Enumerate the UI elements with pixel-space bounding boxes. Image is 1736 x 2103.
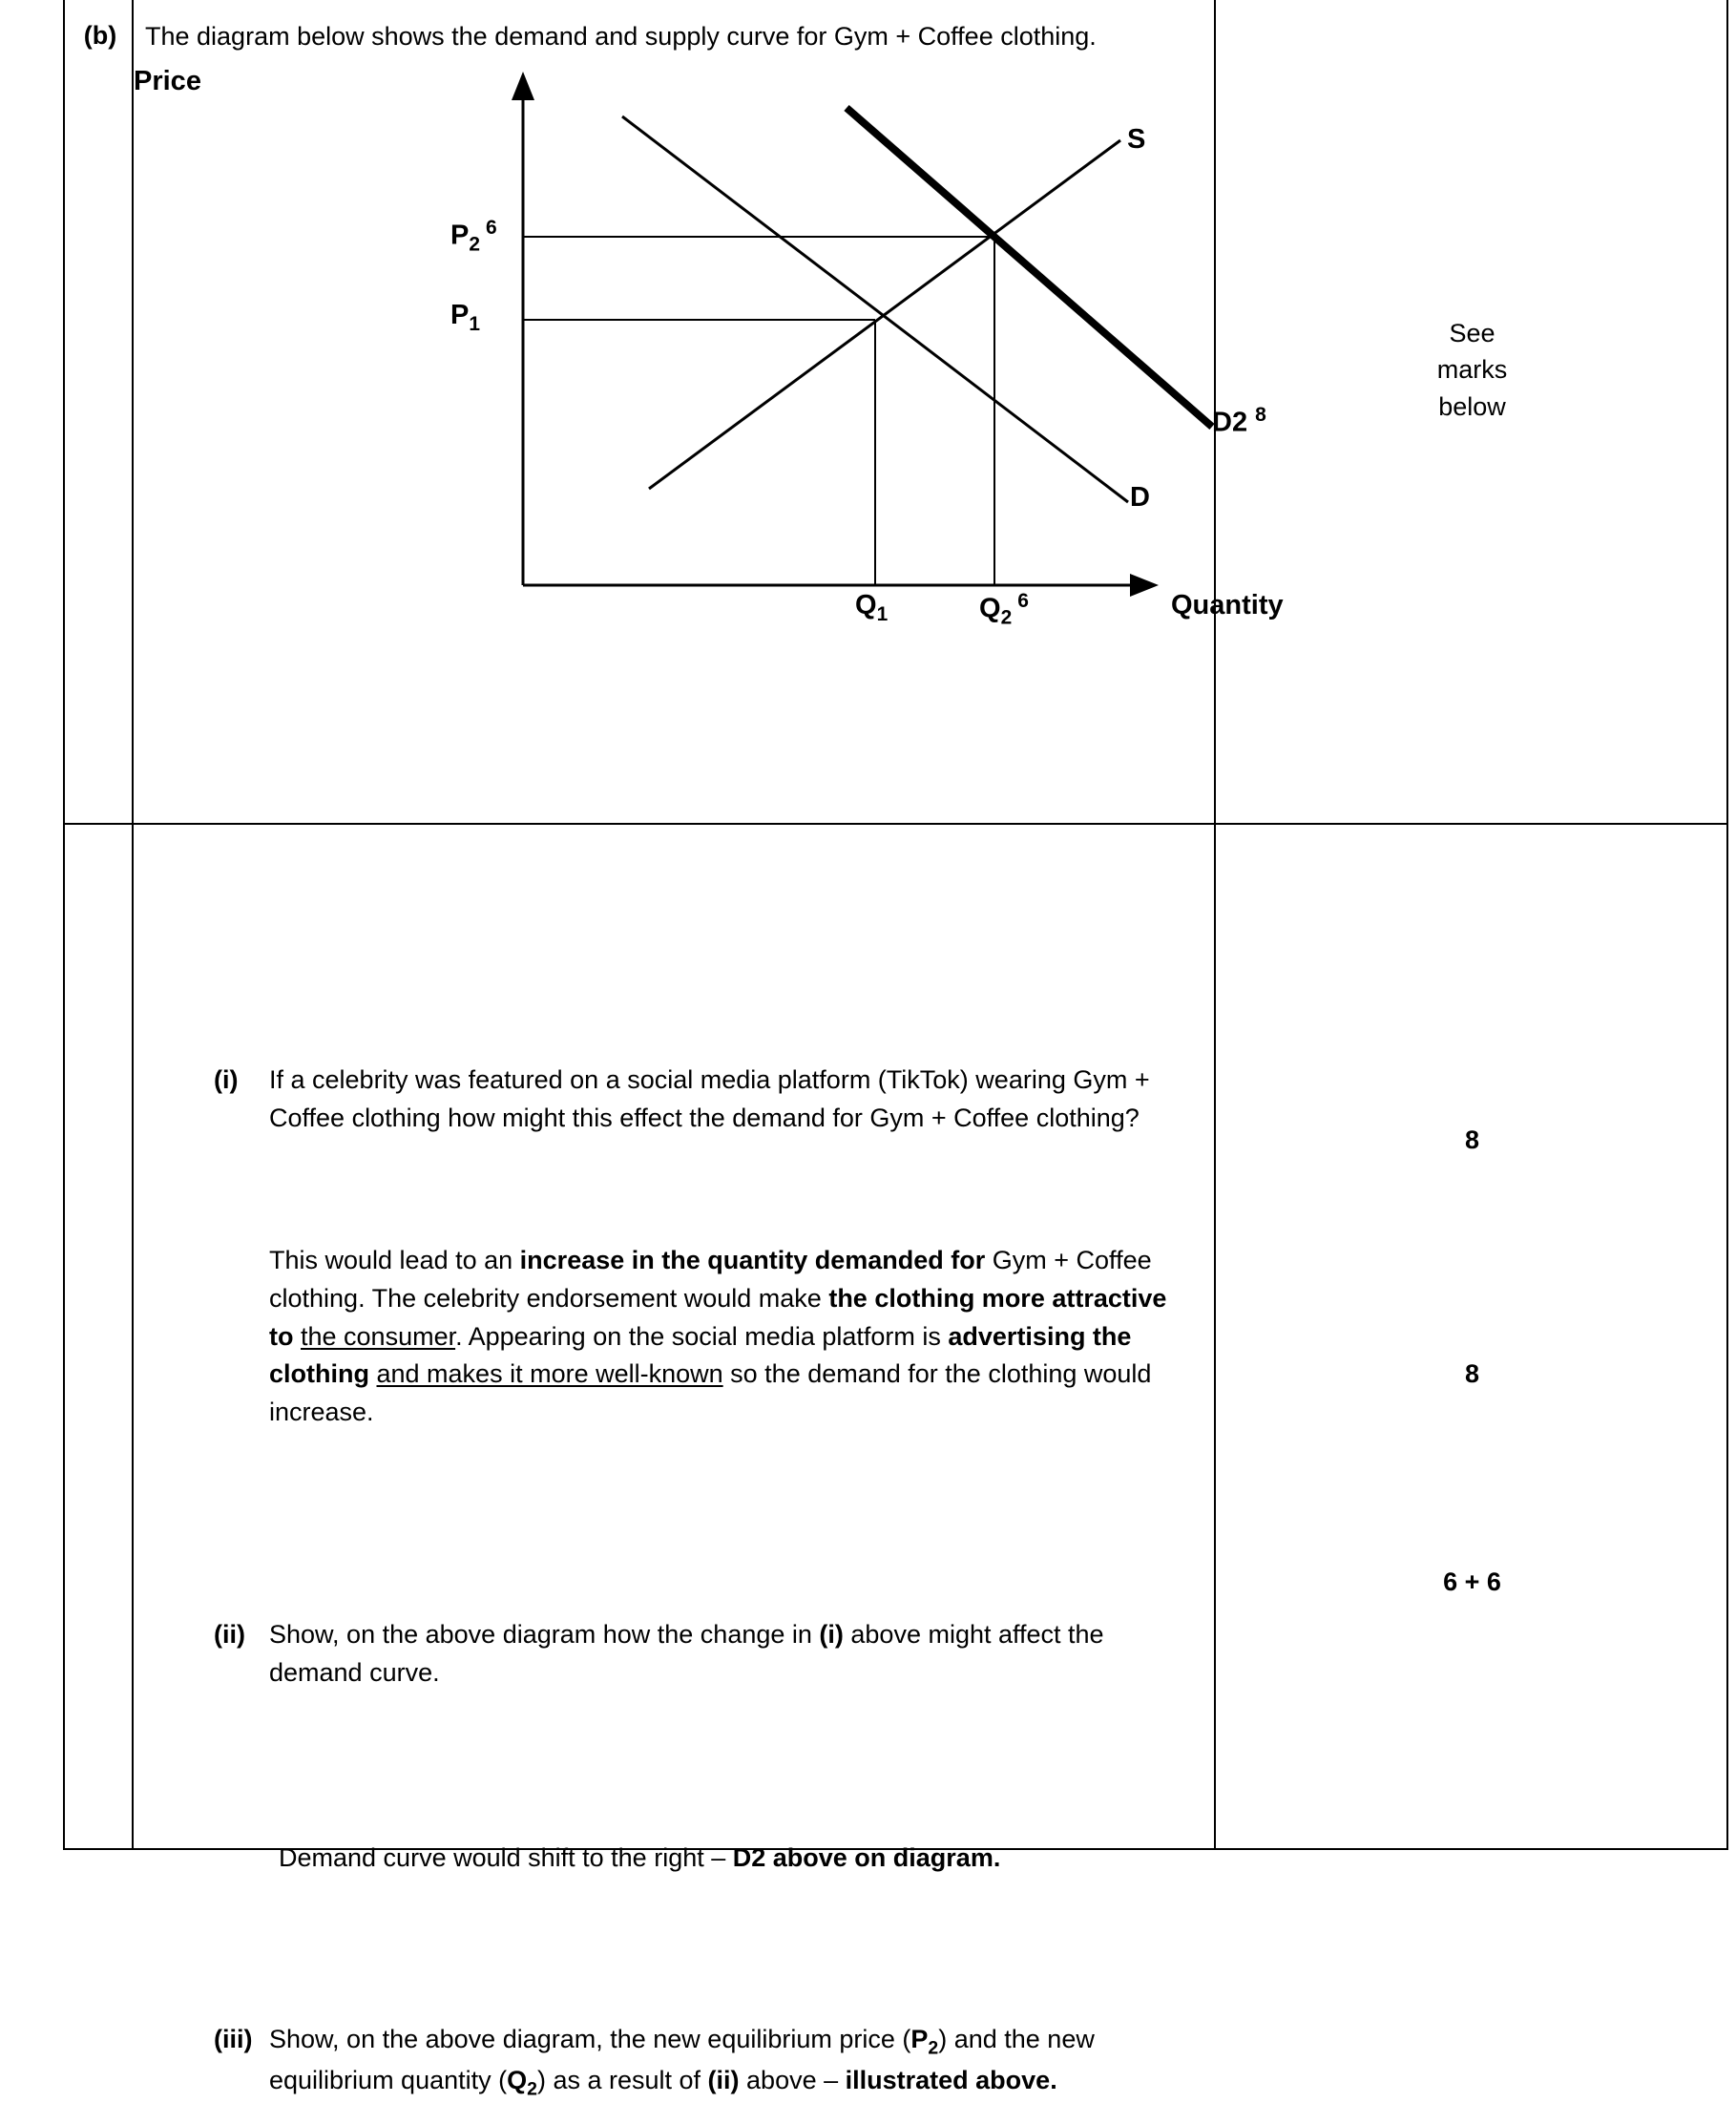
question-ii-text-part2: above might affect the demand curve.	[269, 1619, 1104, 1687]
quantity-label-q2-mark: 6	[1017, 590, 1029, 612]
answer-i-frag-7: advertising the clothing	[269, 1321, 1132, 1389]
quantity-label-q2-text: Q	[979, 593, 1001, 624]
marks-see-line-3: below	[1438, 391, 1506, 421]
answer-i-frag-3: the clothing more attractive to	[269, 1284, 1167, 1351]
quantity-axis-label: Quantity	[1171, 590, 1284, 620]
price-label-p2-mark: 6	[485, 217, 497, 239]
answer-i-frag-8	[369, 1359, 377, 1388]
question-iii-text-part1: Show, on the above diagram, the new equilibrium price (	[269, 2024, 911, 2053]
question-ii-text	[269, 1616, 1195, 1692]
price-label-p2	[450, 217, 497, 256]
answer-i-frag-6: . Appearing on the social media platform is	[455, 1321, 949, 1351]
answer-ii-text	[279, 1840, 1195, 1878]
question-ii-number: (ii)	[214, 1619, 245, 1649]
question-iii-q2	[507, 2065, 537, 2100]
answer-i-frag-1: increase in the quantity demanded for	[519, 1246, 986, 1275]
question-iii	[145, 2021, 1195, 2103]
question-iii-text	[269, 2021, 1195, 2103]
quantity-label-q1	[855, 590, 888, 626]
answer-i-frag-10: so the demand for the clothing would increase.	[269, 1359, 1152, 1427]
marks-part-ii: 8	[1464, 1359, 1480, 1388]
marks-see-line-1: See	[1449, 319, 1495, 347]
question-ii-ref-i: (i)	[819, 1619, 844, 1649]
quantity-label-q1-text: Q	[855, 590, 877, 620]
question-i-number: (i)	[214, 1065, 239, 1094]
question-ii-text-part1: Show, on the above diagram how the change in	[269, 1619, 820, 1649]
answer-i-text	[269, 1242, 1195, 1431]
question-iii-text-part2: ) and the new equilibrium quantity (	[269, 2024, 1095, 2094]
exam-answer-table	[63, 0, 1728, 2100]
marks-part-i: 8	[1464, 1125, 1480, 1154]
question-iii-ref-ii: (ii)	[707, 2065, 740, 2094]
question-iii-q2-sub: 2	[527, 2078, 537, 2100]
quantity-label-q2-sub: 2	[1000, 606, 1013, 629]
marks-see-line-2: marks	[1436, 355, 1508, 385]
question-iii-text-part3: ) as a result of	[536, 2065, 708, 2094]
answer-i-frag-4	[293, 1322, 301, 1351]
curve-label-supply: S	[1127, 124, 1146, 155]
price-axis-label: Price	[134, 66, 201, 96]
question-i-text: If a celebrity was featured on a social media platform (TikTok) wearing Gym + Coffee clothing how might this effect the demand for Gym + Coffee clothing?	[269, 1065, 1150, 1132]
answer-i-frag-2: Gym + Coffee clothing. The celebrity endorsement would make	[269, 1246, 1152, 1314]
answer-i-frag-0: This would lead to an	[269, 1246, 520, 1275]
answer-ii	[145, 1840, 1195, 1878]
price-label-p1-text: P	[450, 300, 470, 330]
question-iii-q2-letter: Q	[507, 2065, 528, 2094]
curve-label-demand: D	[1130, 482, 1150, 513]
quantity-label-q1-sub: 1	[876, 602, 889, 625]
price-label-p1	[450, 300, 480, 336]
curve-label-demand-2-text: D2	[1212, 407, 1248, 438]
table-column-divider-1	[132, 0, 134, 1850]
quantity-label-q2	[979, 590, 1029, 629]
question-intro-text: The diagram below shows the demand and supply curve for Gym + Coffee clothing.	[145, 22, 1097, 51]
answer-i-frag-5: the consumer	[301, 1321, 456, 1351]
question-iii-p2-sub: 2	[928, 2037, 939, 2059]
answer-ii-prefix: Demand curve would shift to the right –	[279, 1843, 733, 1873]
part-label: (b)	[83, 21, 117, 50]
price-label-p1-sub: 1	[469, 312, 480, 335]
supply-demand-diagram	[134, 53, 1284, 635]
price-label-p2-text: P	[450, 220, 470, 251]
question-iii-illustrated: illustrated above.	[845, 2065, 1057, 2094]
answer-i-frag-9: and makes it more well-known	[376, 1359, 723, 1389]
question-iii-text-part4: above –	[739, 2065, 846, 2094]
question-i	[145, 1062, 1195, 1137]
question-iii-number: (iii)	[214, 2024, 253, 2053]
question-iii-p2-letter: P	[910, 2024, 929, 2053]
price-label-p2-sub: 2	[469, 233, 480, 256]
marks-see-below	[1216, 315, 1728, 425]
question-iii-p2	[910, 2024, 939, 2059]
marks-part-iii: 6 + 6	[1443, 1567, 1501, 1596]
answer-ii-bold: D2 above on diagram.	[732, 1843, 1001, 1873]
curve-label-demand-2-mark: 8	[1255, 404, 1266, 426]
table-row-divider-1	[65, 823, 1726, 825]
question-ii	[145, 1616, 1195, 1692]
answer-i	[145, 1242, 1195, 1431]
